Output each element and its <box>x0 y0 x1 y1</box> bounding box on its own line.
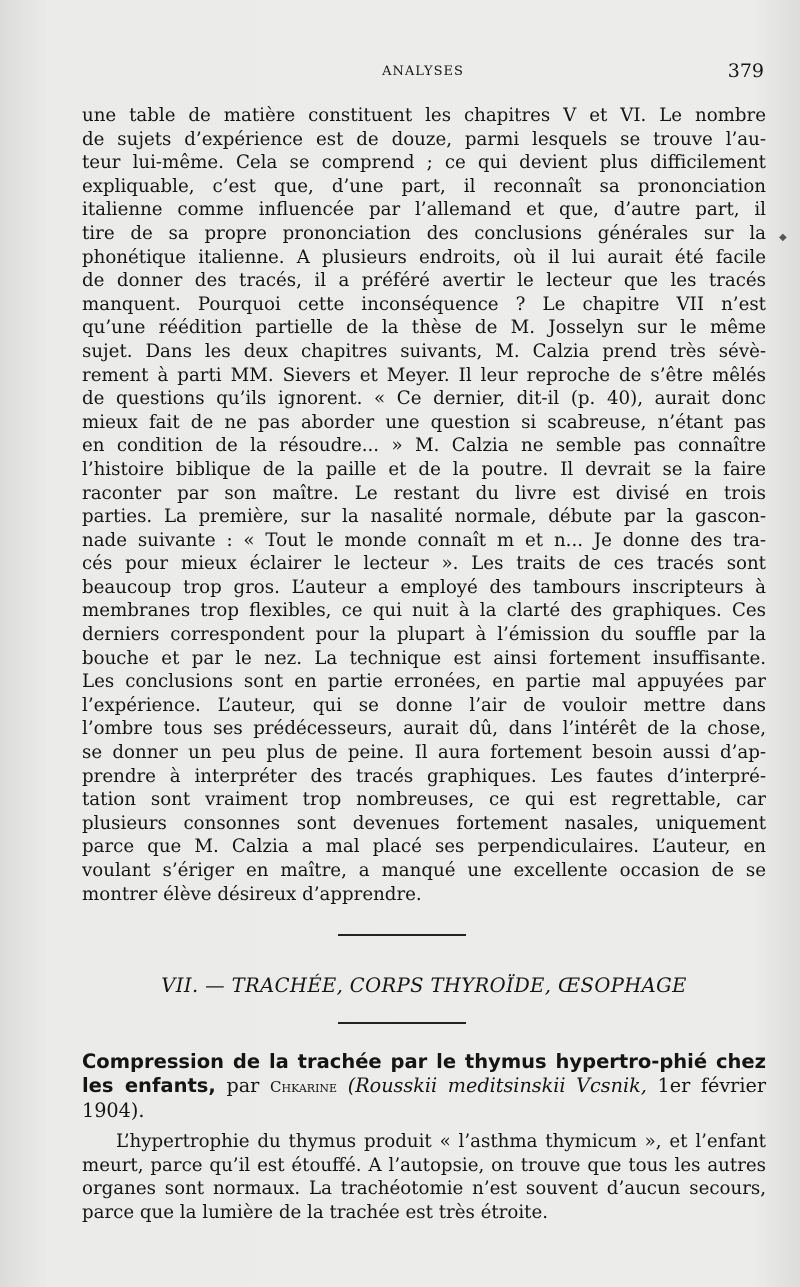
text-line: plusieurs consonnes sont devenues fortement nasales, uniquement <box>82 812 766 834</box>
running-head: ANALYSES <box>382 64 464 79</box>
section-heading: VII. — TRACHÉE, CORPS THYROÏDE, ŒSOPHAGE <box>161 974 687 997</box>
text-line: l’ombre tous ses prédécesseurs, aurait dû, dans l’intérêt de la chose, <box>82 718 766 740</box>
text-line: Les conclusions sont en partie erronées, en partie mal appuyées par <box>82 671 766 693</box>
text-line: membranes trop flexibles, ce qui nuit à la clarté des graphiques. Ces <box>82 600 766 622</box>
page-number: 379 <box>727 60 764 82</box>
section-divider-top <box>338 934 466 936</box>
article-date: 1er février 1904). <box>82 1074 766 1122</box>
text-line: se donner un peu plus de peine. Il aura fortement besoin aussi d’ap- <box>82 742 766 764</box>
text-line: raconter par son maître. Le restant du livre est divisé en trois <box>82 482 766 504</box>
text-line: teur lui-même. Cela se comprend ; ce qui devient plus difficilement <box>82 152 766 174</box>
article-title: Compression de la trachée par le thymus hypertro-phié chez les enfants, <box>82 1050 766 1097</box>
page-header <box>82 60 764 86</box>
text-line: parties. La première, sur la nasalité normale, débute par la gascon- <box>82 506 766 528</box>
text-line: italienne comme influencée par l’allemand et que, d’autre part, il <box>82 199 766 221</box>
article-title-block <box>82 1050 766 1123</box>
text-line: phonétique italienne. A plusieurs endroits, où il lui aurait été facile <box>82 246 766 268</box>
text-line: en condition de la résoudre... » M. Calzia ne semble pas connaître <box>82 435 766 457</box>
review-text <box>82 104 766 906</box>
text-line: une table de matière constituent les chapitres V et VI. Le nombre <box>82 105 766 126</box>
text-line: expliquable, c’est que, d’une part, il reconnaît sa prononciation <box>82 175 766 197</box>
text-line: bouche et par le nez. La technique est ainsi fortement insuffisante. <box>82 647 766 669</box>
text-line: rement à parti MM. Sievers et Meyer. Il leur reproche de s’être mêlés <box>82 364 766 386</box>
text-line: nade suivante : « Tout le monde connaît m et n... Je donne des tra- <box>82 529 766 551</box>
text-line: prendre à interpréter des tracés graphiques. Les fautes d’interpré- <box>82 765 766 787</box>
text-line: sujet. Dans les deux chapitres suivants, M. Calzia prend très sévè- <box>82 340 766 362</box>
article-by: par <box>226 1074 260 1097</box>
text-line: beaucoup trop gros. L’auteur a employé des tambours inscripteurs à <box>82 576 766 598</box>
text-line: l’histoire biblique de la paille et de la poutre. Il devrait se la faire <box>82 458 766 480</box>
text-line: parce que M. Calzia a mal placé ses perpendiculaires. L’auteur, en <box>82 836 766 858</box>
text-line: de sujets d’expérience est de douze, parmi lesquels se trouve l’au- <box>82 128 766 150</box>
article-body: L’hypertrophie du thymus produit « l’asthma thymicum », et l’enfant meurt, parce qu’il est étouffé. A l’autopsie, on trouve que tous les autres organes sont normaux. La trachéotomie n’est souvent d’aucun secours, parce que la lumière de la trachée est très étroite. <box>82 1131 766 1223</box>
article-journal: (Rousskii meditsinskii Vcsnik, <box>347 1074 647 1097</box>
text-line: qu’une réédition partielle de la thèse de M. Josselyn sur le même <box>82 317 766 339</box>
text-line: de questions qu’ils ignorent. « Ce dernier, dit-il (p. 40), aurait donc <box>82 388 766 410</box>
text-line: montrer élève désireux d’apprendre. <box>82 883 422 905</box>
text-line: l’expérience. L’auteur, qui se donne l’air de vouloir mettre dans <box>82 694 766 716</box>
text-line: voulant s’ériger en maître, a manqué une excellente occasion de se <box>82 860 766 881</box>
margin-mark: ◆ <box>779 232 787 243</box>
text-line: derniers correspondent pour la plupart à l’émission du souffle par la <box>82 624 766 646</box>
text-line: cés pour mieux éclairer le lecteur ». Les traits de ces tracés sont <box>82 553 766 575</box>
text-line: tation sont vraiment trop nombreuses, ce qui est regrettable, car <box>82 789 766 811</box>
section-divider-bottom <box>338 1022 466 1024</box>
text-line: tire de sa propre prononciation des conclusions générales sur la <box>82 222 766 244</box>
text-line: manquent. Pourquoi cette inconséquence ? Le chapitre VII n’est <box>82 293 766 315</box>
text-line: mieux fait de ne pas aborder une question si scabreuse, n’étant pas <box>82 411 766 433</box>
text-line: de donner des tracés, il a préféré avertir le lecteur que les tracés <box>82 270 766 292</box>
article-author: Chkarine <box>270 1078 338 1096</box>
